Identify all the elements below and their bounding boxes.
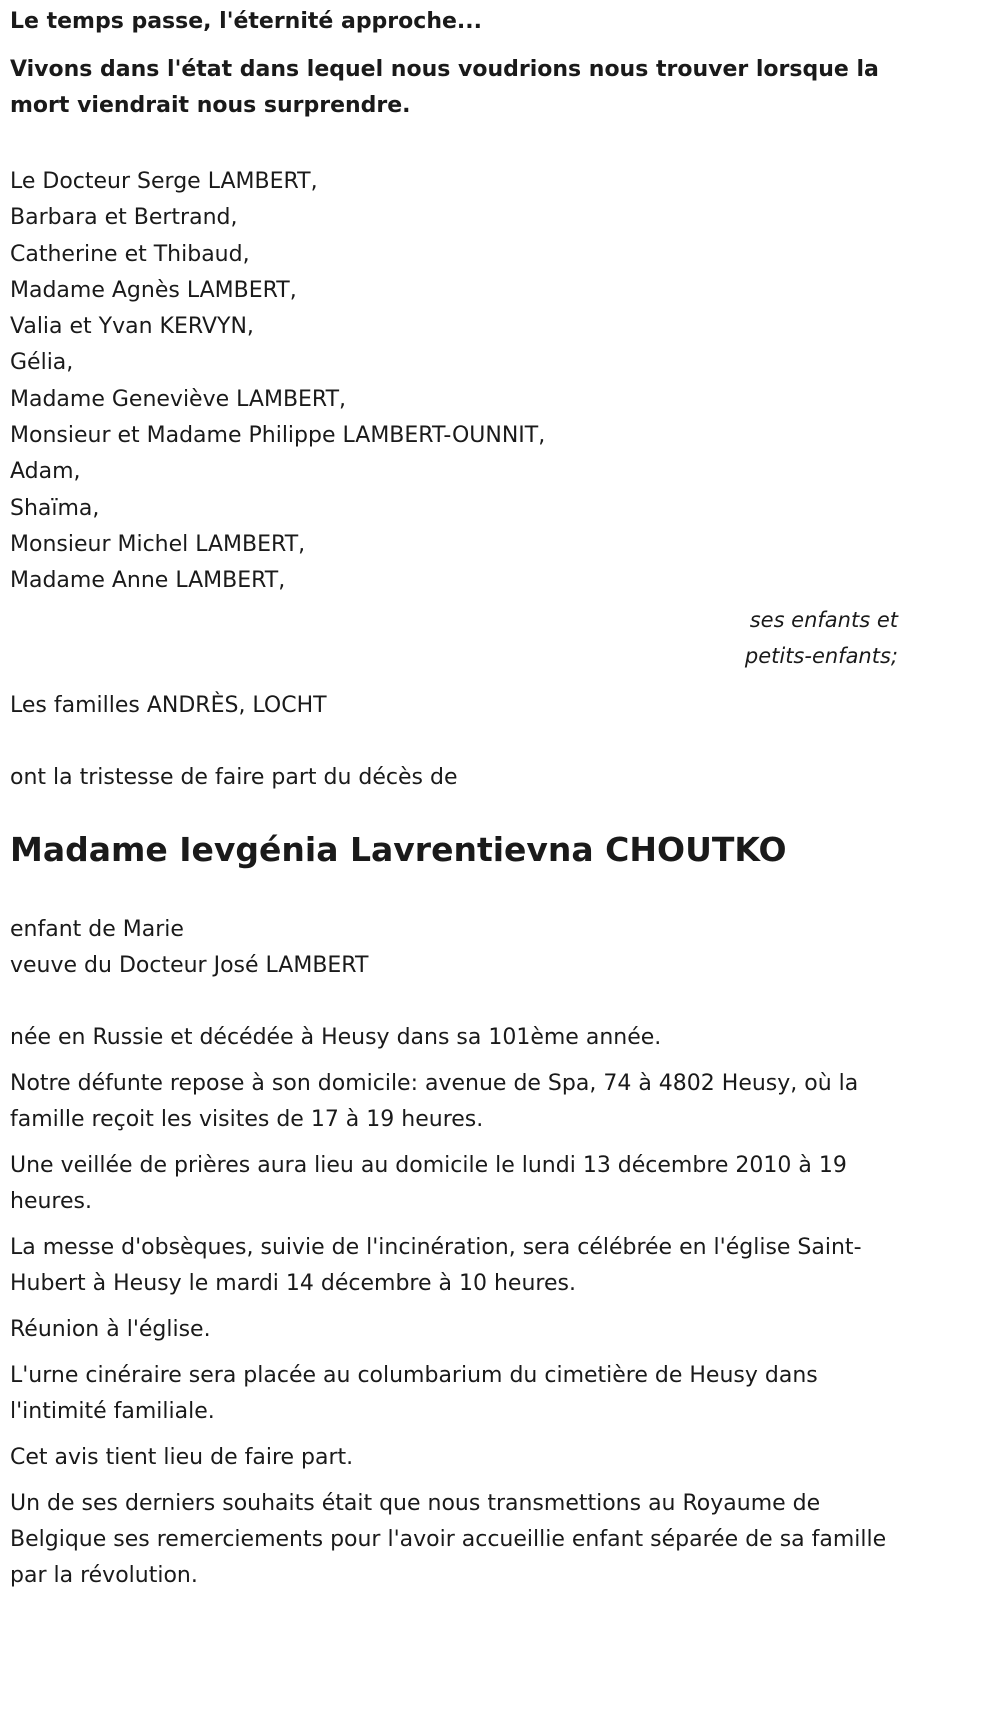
notice-paragraph: Cet avis tient lieu de faire part. [10,1444,354,1470]
family-member: Barbara et Bertrand, [10,205,238,231]
epigraph-line-2: Vivons dans l'état dans lequel nous voudrions nous trouver lorsque la mort viendrait nous surprendre. [10,57,879,118]
wishes-paragraph: Un de ses derniers souhaits était que nous transmettions au Royaume de Belgique ses remerciements pour l'avoir accueillie enfant séparée de sa famille par la révolution. [10,1490,887,1588]
other-families: Les familles ANDRÈS, LOCHT [10,692,327,718]
family-member: Valia et Yvan KERVYN, [10,314,254,340]
deceased-name: Madame Ievgénia Lavrentievna CHOUTKO [10,829,787,869]
relation-note [10,602,898,674]
deceased-details [10,912,898,984]
family-member: Adam, [10,459,81,485]
family-member: Madame Geneviève LAMBERT, [10,386,347,412]
detail-line: enfant de Marie [10,916,184,942]
visitation-paragraph: Notre défunte repose à son domicile: avenue de Spa, 74 à 4802 Heusy, où la famille reçoit les visites de 17 à 19 heures. [10,1070,859,1132]
family-member: Monsieur Michel LAMBERT, [10,531,306,557]
funeral-mass-paragraph: La messe d'obsèques, suivie de l'incinération, sera célébrée en l'église Saint-Hubert à Heusy le mardi 14 décembre à 10 heures. [10,1234,862,1296]
notice-body [10,1020,898,1594]
family-member: Madame Anne LAMBERT, [10,568,286,594]
detail-line: veuve du Docteur José LAMBERT [10,952,369,978]
family-list [10,164,898,600]
family-member: Madame Agnès LAMBERT, [10,277,297,303]
urn-paragraph: L'urne cinéraire sera placée au columbarium du cimetière de Heusy dans l'intimité familiale. [10,1362,818,1424]
relation-line-2: petits-enfants; [744,643,898,668]
family-member: Le Docteur Serge LAMBERT, [10,169,318,194]
obituary-notice [10,0,898,1604]
vigil-paragraph: Une veillée de prières aura lieu au domicile le lundi 13 décembre 2010 à 19 heures. [10,1152,847,1214]
family-member: Gélia, [10,350,74,376]
family-member: Shaïma, [10,495,100,521]
relation-line-1: ses enfants et [749,607,898,632]
gathering-paragraph: Réunion à l'église. [10,1316,211,1342]
birth-death-paragraph: née en Russie et décédée à Heusy dans sa 101ème année. [10,1024,662,1050]
family-member: Catherine et Thibaud, [10,241,250,267]
announcement-intro: ont la tristesse de faire part du décès de [10,764,458,790]
epigraph-line-1: Le temps passe, l'éternité approche... [10,9,482,34]
family-member: Monsieur et Madame Philippe LAMBERT-OUNNIT, [10,423,546,449]
